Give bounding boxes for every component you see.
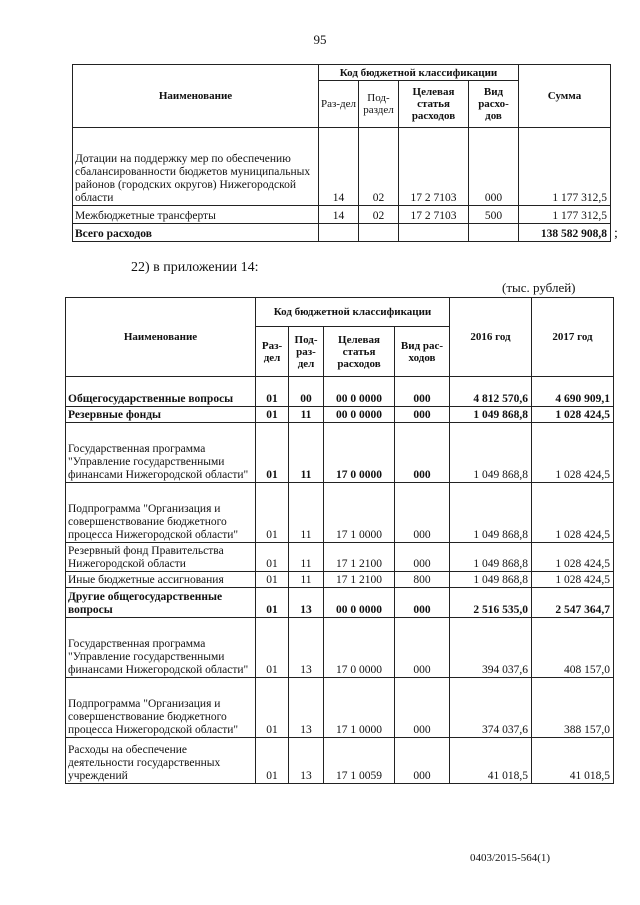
table-row (73, 128, 611, 206)
total-row (73, 224, 611, 242)
col-header-target: Целевая статья расходов (324, 327, 395, 377)
row-2016: 1 049 868,8 (450, 572, 532, 588)
row-2017: 388 157,0 (532, 678, 614, 738)
row-vid: 000 (395, 543, 450, 572)
row-razdel: 01 (256, 483, 289, 543)
row-sum: 1 177 312,5 (519, 206, 611, 224)
row-target: 17 1 0000 (324, 483, 395, 543)
row-2017: 1 028 424,5 (532, 572, 614, 588)
table-row (66, 678, 614, 738)
row-2017: 408 157,0 (532, 618, 614, 678)
row-podrazdel: 13 (289, 588, 324, 618)
row-target: 00 0 0000 (324, 588, 395, 618)
row-vid: 000 (395, 407, 450, 423)
row-name: Дотации на поддержку мер по обеспечению сбалансированности бюджетов муниципальных районов (городских округов) Нижегородской области (73, 128, 319, 206)
row-2017: 1 028 424,5 (532, 423, 614, 483)
row-vid: 000 (395, 588, 450, 618)
row-podrazdel: 11 (289, 483, 324, 543)
row-2017: 1 028 424,5 (532, 543, 614, 572)
row-podrazdel: 00 (289, 377, 324, 407)
page-number: 95 (313, 32, 327, 47)
row-vid: 000 (395, 678, 450, 738)
row-vid: 000 (395, 483, 450, 543)
col-header-razdel: Раз-дел (256, 327, 289, 377)
col-header-podrazdel: Под-раз-дел (289, 327, 324, 377)
row-2016: 1 049 868,8 (450, 543, 532, 572)
col-header-2017: 2017 год (532, 298, 614, 377)
row-podrazdel: 13 (289, 618, 324, 678)
row-target: 17 1 0059 (324, 738, 395, 784)
row-2017: 1 028 424,5 (532, 407, 614, 423)
row-vid: 500 (469, 206, 519, 224)
row-name: Иные бюджетные ассигнования (66, 572, 256, 588)
row-2017: 1 028 424,5 (532, 483, 614, 543)
row-name: Государственная программа "Управление государственными финансами Нижегородской области" (66, 618, 256, 678)
row-podrazdel: 11 (289, 407, 324, 423)
row-razdel: 01 (256, 572, 289, 588)
row-razdel: 01 (256, 678, 289, 738)
row-target: 17 0 0000 (324, 618, 395, 678)
row-target: 17 1 2100 (324, 543, 395, 572)
row-podrazdel: 02 (359, 206, 399, 224)
table-row (66, 543, 614, 572)
row-razdel: 01 (256, 588, 289, 618)
annex14-table (65, 297, 614, 784)
col-header-code-group: Код бюджетной классификации (319, 65, 519, 81)
row-razdel: 01 (256, 543, 289, 572)
col-header-vid: Вид расхо-дов (469, 81, 519, 128)
row-razdel: 01 (256, 407, 289, 423)
table-row (66, 588, 614, 618)
row-razdel: 01 (256, 738, 289, 784)
col-header-podrazdel: Под-раздел (359, 81, 399, 128)
row-2016: 1 049 868,8 (450, 483, 532, 543)
row-vid: 800 (395, 572, 450, 588)
row-target: 17 1 2100 (324, 572, 395, 588)
table-row (73, 206, 611, 224)
row-2016: 1 049 868,8 (450, 407, 532, 423)
semicolon: ; (614, 226, 618, 241)
row-razdel: 14 (319, 206, 359, 224)
row-vid: 000 (469, 128, 519, 206)
total-sum: 138 582 908,8 (519, 224, 611, 242)
units-label: (тыс. рублей) (502, 280, 576, 295)
row-name: Подпрограмма "Организация и совершенствование бюджетного процесса Нижегородской области" (66, 678, 256, 738)
total-label: Всего расходов (73, 224, 319, 242)
row-name: Резервные фонды (66, 407, 256, 423)
row-razdel: 01 (256, 377, 289, 407)
row-2017: 4 690 909,1 (532, 377, 614, 407)
annex-heading: 22) в приложении 14: (131, 260, 259, 275)
table-row (66, 738, 614, 784)
col-header-2016: 2016 год (450, 298, 532, 377)
row-podrazdel: 02 (359, 128, 399, 206)
col-header-vid: Вид рас-ходов (395, 327, 450, 377)
col-header-name: Наименование (73, 65, 319, 128)
row-target: 17 0 0000 (324, 423, 395, 483)
budget-table-continuation (72, 64, 611, 242)
row-name: Расходы на обеспечение деятельности государственных учреждений (66, 738, 256, 784)
col-header-sum: Сумма (519, 65, 611, 128)
row-2016: 394 037,6 (450, 618, 532, 678)
row-2016: 1 049 868,8 (450, 423, 532, 483)
table-row (66, 483, 614, 543)
row-target: 00 0 0000 (324, 407, 395, 423)
row-podrazdel: 11 (289, 423, 324, 483)
row-2017: 2 547 364,7 (532, 588, 614, 618)
row-podrazdel: 11 (289, 572, 324, 588)
row-podrazdel: 11 (289, 543, 324, 572)
row-name: Государственная программа "Управление государственными финансами Нижегородской области" (66, 423, 256, 483)
row-vid: 000 (395, 377, 450, 407)
table-row (66, 407, 614, 423)
row-name: Резервный фонд Правительства Нижегородской области (66, 543, 256, 572)
row-target: 00 0 0000 (324, 377, 395, 407)
row-name: Подпрограмма "Организация и совершенствование бюджетного процесса Нижегородской области" (66, 483, 256, 543)
table-row (66, 423, 614, 483)
row-target: 17 2 7103 (399, 206, 469, 224)
row-2016: 374 037,6 (450, 678, 532, 738)
row-razdel: 01 (256, 423, 289, 483)
col-header-name: Наименование (66, 298, 256, 377)
table-row (66, 377, 614, 407)
row-target: 17 1 0000 (324, 678, 395, 738)
row-target: 17 2 7103 (399, 128, 469, 206)
table-row (66, 572, 614, 588)
row-vid: 000 (395, 738, 450, 784)
row-2016: 4 812 570,6 (450, 377, 532, 407)
row-vid: 000 (395, 618, 450, 678)
row-2017: 41 018,5 (532, 738, 614, 784)
row-name: Межбюджетные трансферты (73, 206, 319, 224)
table-row (66, 618, 614, 678)
row-name: Общегосударственные вопросы (66, 377, 256, 407)
row-vid: 000 (395, 423, 450, 483)
col-header-code-group: Код бюджетной классификации (256, 298, 450, 327)
row-podrazdel: 13 (289, 678, 324, 738)
col-header-target: Целевая статья расходов (399, 81, 469, 128)
row-podrazdel: 13 (289, 738, 324, 784)
row-2016: 2 516 535,0 (450, 588, 532, 618)
row-name: Другие общегосударственные вопросы (66, 588, 256, 618)
document-code: 0403/2015-564(1) (470, 852, 551, 864)
row-razdel: 01 (256, 618, 289, 678)
col-header-razdel: Раз-дел (319, 81, 359, 128)
row-sum: 1 177 312,5 (519, 128, 611, 206)
row-2016: 41 018,5 (450, 738, 532, 784)
row-razdel: 14 (319, 128, 359, 206)
